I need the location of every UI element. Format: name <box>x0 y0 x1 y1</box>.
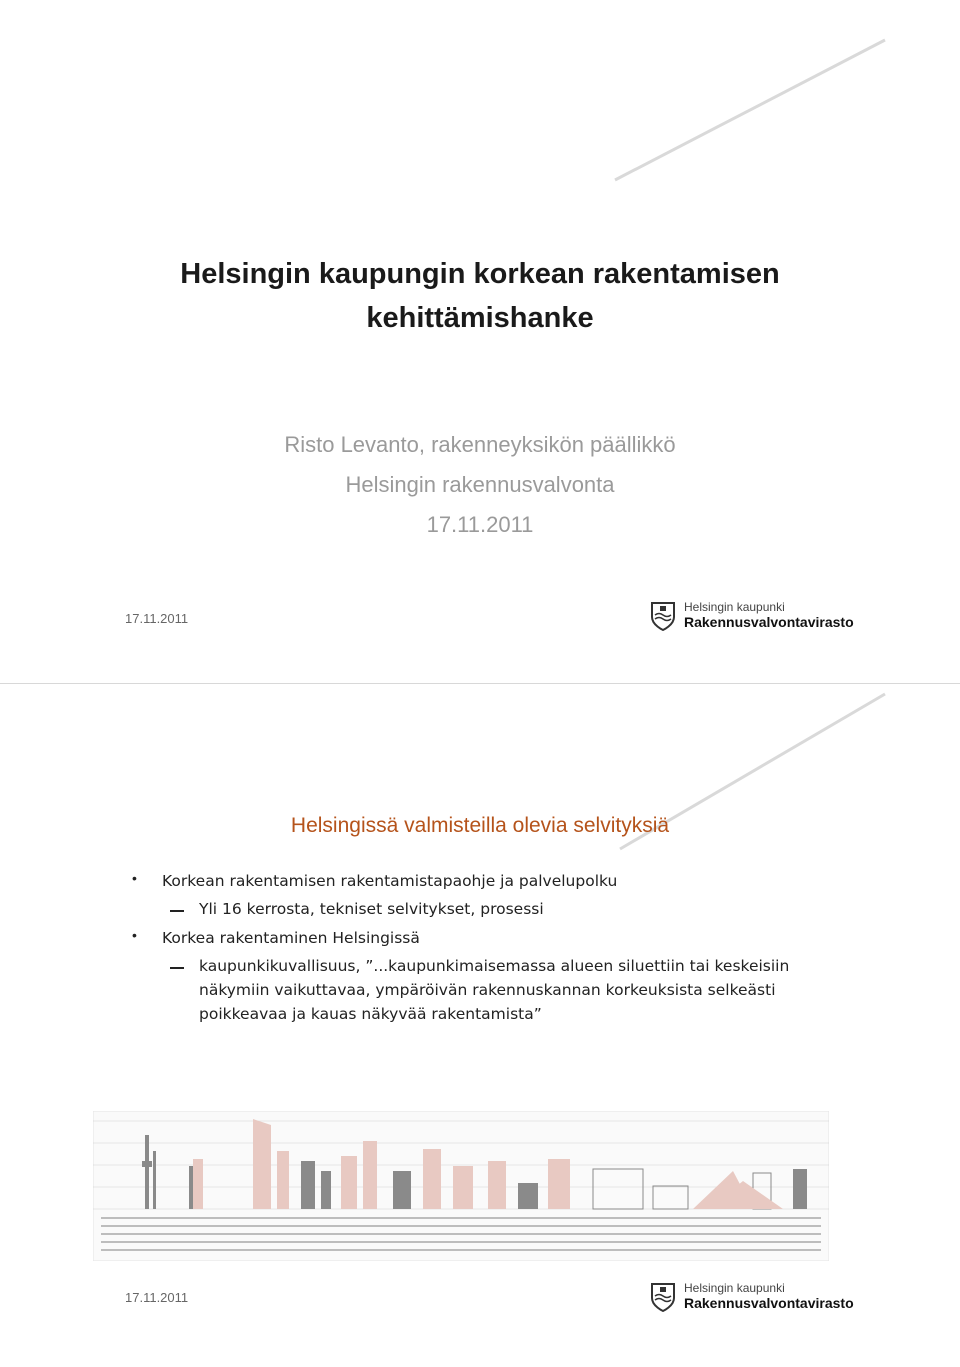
logo-city-name: Helsingin kaupunki <box>684 1281 785 1295</box>
logo-office-name: Rakennusvalvontavirasto <box>684 614 854 630</box>
logo-office-name: Rakennusvalvontavirasto <box>684 1295 854 1311</box>
presentation-title: Helsingin kaupungin korkean rakentamisen kehittämishanke <box>180 258 780 334</box>
bullet-2-sub-line-1: kaupunkikuvallisuus, ”...kaupunkimaisemassa alueen siluettiin tai keskeisiin <box>199 957 790 975</box>
footer-date: 17.11.2011 <box>125 1290 189 1305</box>
logo-city-name: Helsingin kaupunki <box>684 600 785 614</box>
sub-bullet-dash <box>170 910 184 912</box>
slide-1 <box>0 0 960 683</box>
bullet-dot: • <box>132 870 137 886</box>
slide-2 <box>0 684 960 1367</box>
organization-logo <box>650 1281 854 1312</box>
bullet-2-sub-line-2: näkymiin vaikuttavaa, ympäröivän rakennuskannan korkeuksista selkeästi <box>199 981 776 999</box>
bullet-2-sub-line-3: poikkeavaa ja kauas näkyvää rakentamista” <box>199 1005 542 1023</box>
organization-logo <box>650 600 854 631</box>
bullet-1: Korkean rakentamisen rakentamistapaohje ja palvelupolku <box>162 872 618 890</box>
helsinki-crest-icon <box>650 601 676 631</box>
bullet-1-sub: Yli 16 kerrosta, tekniset selvitykset, prosessi <box>199 900 544 918</box>
bullet-2: Korkea rakentaminen Helsingissä <box>162 929 420 947</box>
building-height-comparison-image <box>93 1111 829 1261</box>
author-line: Risto Levanto, rakenneyksikön päällikkö <box>284 432 676 457</box>
date-line: 17.11.2011 <box>426 512 534 537</box>
footer-date: 17.11.2011 <box>125 611 189 626</box>
corner-decoration <box>600 30 900 190</box>
slide-title: Helsingissä valmisteilla olevia selvityksiä <box>290 814 670 837</box>
helsinki-crest-icon <box>650 1282 676 1312</box>
sub-bullet-dash <box>170 967 184 969</box>
bullet-dot: • <box>132 927 137 943</box>
organization-line: Helsingin rakennusvalvonta <box>345 472 615 497</box>
